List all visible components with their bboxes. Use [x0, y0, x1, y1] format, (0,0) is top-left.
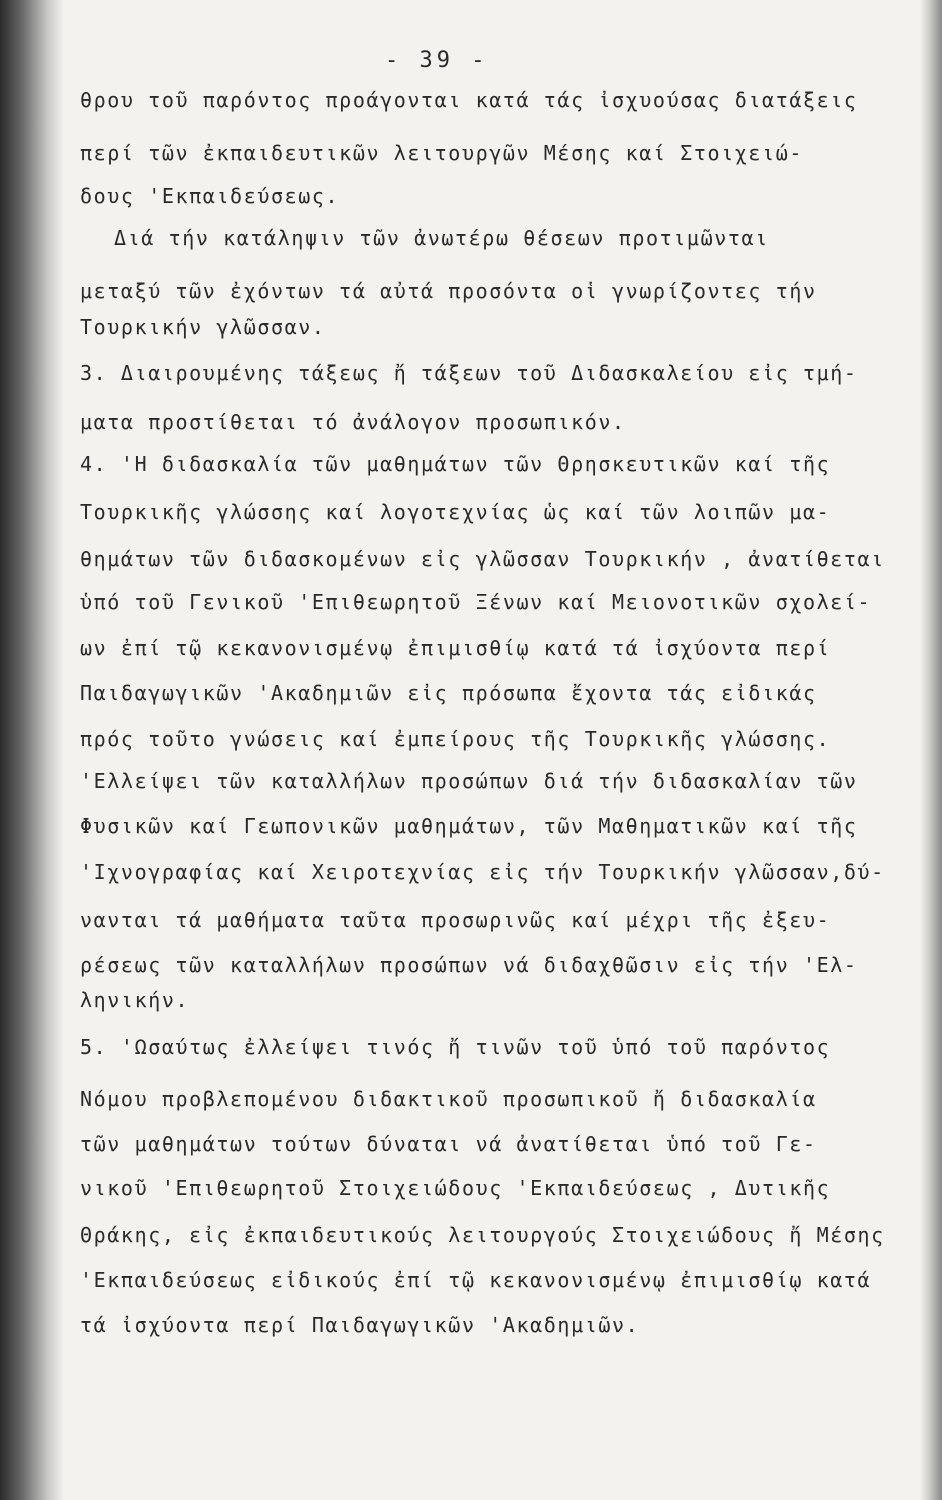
text-line: Θράκης, εἰς ἐκπαιδευτικούς λειτουργούς Στοιχειώδους ἤ Μέσης	[80, 1223, 885, 1247]
text-line: τά ἰσχύοντα περί Παιδαγωγικῶν 'Ακαδημιῶν.	[80, 1313, 640, 1337]
text-line: 'Ιχνογραφίας καί Χειροτεχνίας εἰς τήν Τουρκικήν γλῶσσαν,δύ-	[80, 860, 885, 884]
scan-page-edge	[920, 0, 942, 1500]
text-line: Παιδαγωγικῶν 'Ακαδημιῶν εἰς πρόσωπα ἔχοντα τάς εἰδικάς	[80, 681, 817, 705]
text-line: θρου τοῦ παρόντος προάγονται κατά τάς ἰσχυούσας διατάξεις	[80, 88, 858, 112]
text-line: Τουρκικῆς γλώσσης καί λογοτεχνίας ὡς καί τῶν λοιπῶν μα-	[80, 500, 831, 524]
text-line: Νόμου προβλεπομένου διδακτικοῦ προσωπικοῦ ἤ διδασκαλία	[80, 1087, 817, 1111]
text-line: μεταξύ τῶν ἐχόντων τά αὐτά προσόντα οἱ γνωρίζοντες τήν	[80, 279, 817, 303]
text-line: νικοῦ 'Επιθεωρητοῦ Στοιχειώδους 'Εκπαιδεύσεως , Δυτικῆς	[80, 1176, 831, 1200]
text-line: Φυσικῶν καί Γεωπονικῶν μαθημάτων, τῶν Μαθηματικῶν καί τῆς	[80, 814, 858, 838]
page-number: - 39 -	[385, 48, 489, 73]
text-line: θημάτων τῶν διδασκομένων εἰς γλῶσσαν Τουρκικήν , ἀνατίθεται	[80, 547, 885, 571]
text-line: 'Εκπαιδεύσεως εἰδικούς ἐπί τῷ κεκανονισμένῳ ἐπιμισθίῳ κατά	[80, 1268, 872, 1292]
text-line: ληνικήν.	[80, 988, 190, 1012]
text-line: νανται τά μαθήματα ταῦτα προσωρινῶς καί μέχρι τῆς ἐξευ-	[80, 908, 831, 932]
text-line: ματα προστίθεται τό ἀνάλογον προσωπικόν.	[80, 410, 626, 434]
text-line: ων ἐπί τῷ κεκανονισμένῳ ἐπιμισθίῳ κατά τά ἰσχύοντα περί	[80, 636, 831, 660]
text-line: Τουρκικήν γλῶσσαν.	[80, 315, 326, 339]
text-line: περί τῶν ἐκπαιδευτικῶν λειτουργῶν Μέσης καί Στοιχειώ-	[80, 141, 803, 165]
text-line: 3. Διαιρουμένης τάξεως ἤ τάξεων τοῦ Διδασκαλείου εἰς τμή-	[80, 361, 858, 385]
text-line: ρέσεως τῶν καταλλήλων προσώπων νά διδαχθῶσιν εἰς τήν 'Ελ-	[80, 953, 858, 977]
text-line: 'Ελλείψει τῶν καταλλήλων προσώπων διά τήν διδασκαλίαν τῶν	[80, 769, 858, 793]
text-line: ὑπό τοῦ Γενικοῦ 'Επιθεωρητοῦ Ξένων καί Μειονοτικῶν σχολεί-	[80, 590, 872, 614]
scan-binding-shadow	[0, 0, 64, 1500]
text-line: 5. 'Ωσαύτως ἐλλείψει τινός ἤ τινῶν τοῦ ὑπό τοῦ παρόντος	[80, 1035, 831, 1059]
text-line: Διά τήν κατάληψιν τῶν ἀνωτέρω θέσεων προτιμῶνται	[114, 226, 769, 250]
text-line: δους 'Εκπαιδεύσεως.	[80, 184, 340, 208]
text-line: πρός τοῦτο γνώσεις καί ἐμπείρους τῆς Τουρκικῆς γλώσσης.	[80, 727, 831, 751]
text-line: τῶν μαθημάτων τούτων δύναται νά ἀνατίθεται ὑπό τοῦ Γε-	[80, 1132, 817, 1156]
text-line: 4. 'Η διδασκαλία τῶν μαθημάτων τῶν Θρησκευτικῶν καί τῆς	[80, 452, 831, 476]
